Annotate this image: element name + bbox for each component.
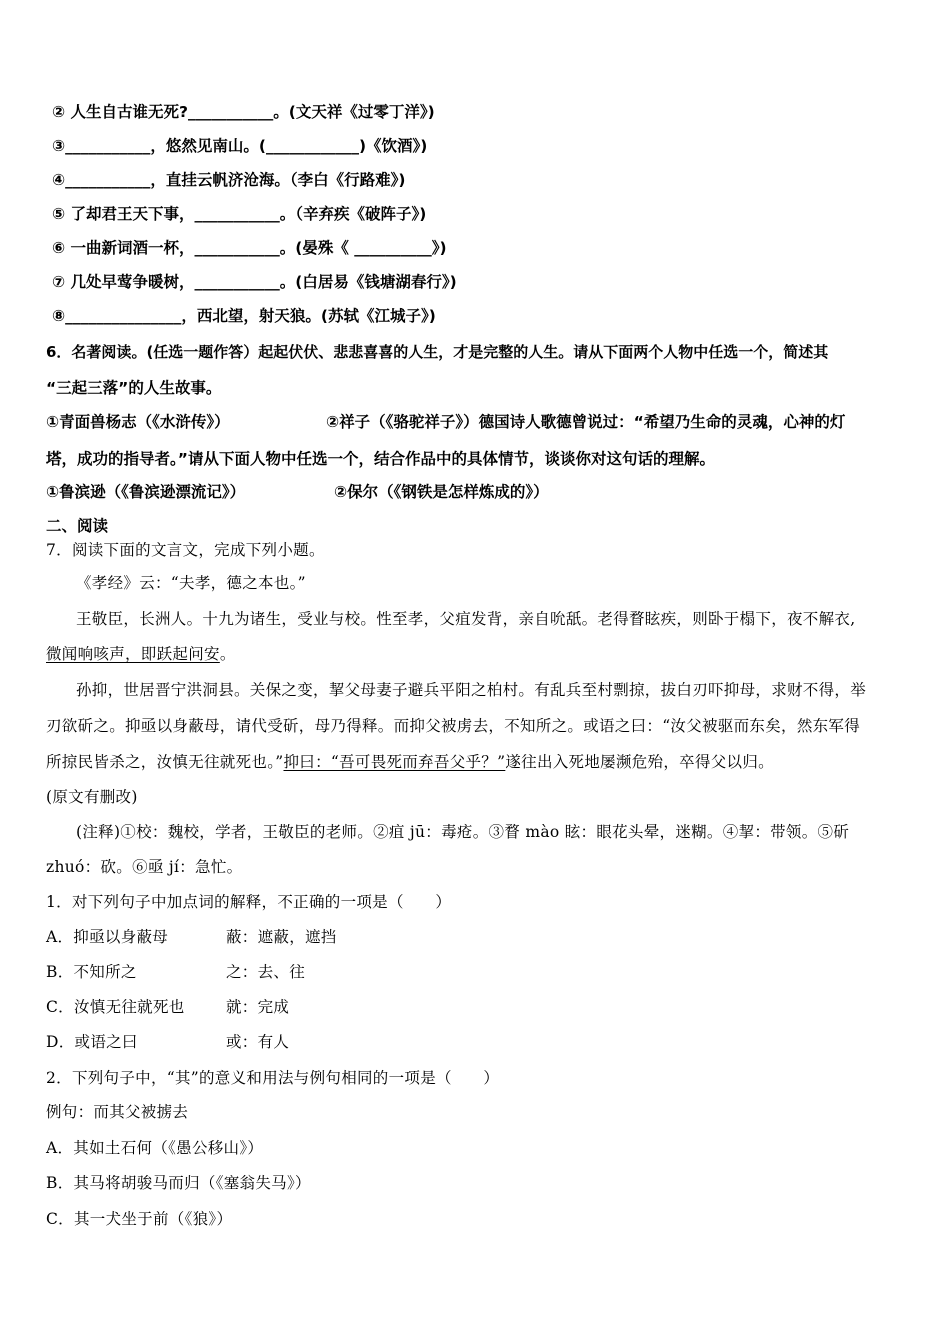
q7-p1-line1: 王敬臣，长洲人。十九为诸生，受业与校。性至孝，父疽发背，亲自吮舐。老得瞀眩疾，则卧于榻下，夜不解衣, (76, 610, 856, 628)
q6-line-2: “三起三落”的人生故事。 (46, 379, 222, 397)
q7-p1-underlined: 微闻响咳声，即跃起问安 (46, 645, 220, 663)
option-text: 其马将胡骏马而归（《塞翁失马》） (73, 1174, 311, 1192)
q7-intro: 7．阅读下面的文言文，完成下列小题。 (46, 541, 325, 559)
sub1-option-a-gloss: 蔽：遮蔽，遮挡 (226, 928, 337, 946)
option-label: B． (46, 1174, 74, 1192)
sub1-option-a[interactable] (46, 926, 168, 948)
fill-in-line-4: ④___________，直挂云帆济沧海。（李白《行路难》) (52, 171, 406, 189)
q6-line-4: 塔，成功的指导者。”请从下面人物中任选一个，结合作品中的具体情节，谈谈你对这句话的理解。 (46, 450, 715, 468)
q7-p2-line3c: 遂往出入死地屡濒危殆，卒得父以归。 (505, 753, 774, 771)
q7-p2-line2: 刃欲斫之。抑亟以身蔽母，请代受斫，母乃得释。而抑父被虏去，不知所之。或语之曰：“汝父被驱而东矣，然东军得 (46, 717, 861, 735)
q7-source: (原文有删改) (46, 788, 138, 806)
fill-in-line-8: ⑧_______________，西北望，射天狼。(苏轼《江城子》) (52, 307, 436, 325)
q6-line-1: 6．名著阅读。(任选一题作答）起起伏伏、悲悲喜喜的人生，才是完整的人生。请从下面两个人物中任选一个，简述其 (46, 343, 829, 361)
option-text: 其一犬坐于前（《狼》） (73, 1210, 233, 1228)
q7-p2-line3 (46, 751, 774, 773)
q7-quote: 《孝经》云：“夫孝，德之本也。” (76, 574, 306, 592)
sub1-option-c[interactable] (46, 996, 185, 1018)
q6-line-3b: ②祥子（《骆驼祥子》）德国诗人歌德曾说过：“希望乃生命的灵魂，心神的灯 (326, 413, 846, 431)
option-text: 或语之曰 (74, 1033, 138, 1051)
option-text: 抑亟以身蔽母 (73, 928, 169, 946)
sub1-option-d-gloss: 或：有人 (226, 1033, 290, 1051)
option-text: 不知所之 (73, 963, 137, 981)
option-label: C． (46, 1210, 74, 1228)
q7-p2-line3a: 所掠民皆杀之，汝慎无往就死也。” (46, 753, 284, 771)
fill-in-line-6: ⑥ 一曲新词酒一杯，___________。(晏殊《 __________》) (52, 239, 447, 257)
option-text: 汝慎无往就死也 (73, 998, 185, 1016)
q7-notes-line2: zhuó：砍。⑥亟 jí：急忙。 (46, 858, 243, 876)
option-label: A． (46, 1139, 74, 1157)
q7-p1-line2 (46, 643, 236, 665)
q7-p2-line1: 孙抑，世居晋宁洪洞县。关保之变，挈父母妻子避兵平阳之柏村。有乱兵至村剽掠，拔白刃吓抑母，求财不得，举 (76, 681, 867, 699)
sub1-option-d[interactable] (46, 1031, 138, 1053)
sub1-stem: 1．对下列句子中加点词的解释，不正确的一项是（ ） (46, 893, 452, 911)
sub2-option-a[interactable] (46, 1137, 263, 1159)
sub1-option-b-gloss: 之：去、往 (226, 963, 306, 981)
q7-p1-end: 。 (219, 645, 236, 663)
option-label: D． (46, 1033, 75, 1051)
sub1-option-b[interactable] (46, 961, 137, 983)
option-text: 其如土石何（《愚公移山》） (73, 1139, 264, 1157)
q7-notes-line1: (注释)①校：魏校，学者，王敬臣的老师。②疽 jū：毒疮。③瞀 mào 眩：眼花头晕，迷糊。④挈：带领。⑤斫 (76, 823, 850, 841)
section-heading-reading: 二、阅读 (46, 517, 109, 535)
sub2-option-c[interactable] (46, 1208, 232, 1230)
fill-in-line-5: ⑤ 了却君王天下事，___________。（辛弃疾《破阵子》) (52, 205, 427, 223)
q6-line-5a: ①鲁滨逊（《鲁滨逊漂流记》） (46, 483, 246, 501)
option-label: A． (46, 928, 74, 946)
sub2-stem: 2．下列句子中，“其”的意义和用法与例句相同的一项是（ ） (46, 1069, 500, 1087)
option-label: C． (46, 998, 74, 1016)
q6-line-3a: ①青面兽杨志（《水浒传》） (46, 413, 230, 431)
q7-p2-underlined: 抑曰：“吾可畏死而弃吾父乎？” (283, 753, 506, 771)
fill-in-line-2: ② 人生自古谁无死?___________。(文天祥《过零丁洋》) (52, 103, 435, 121)
sub2-option-b[interactable] (46, 1172, 311, 1194)
fill-in-line-7: ⑦ 几处早莺争暖树，___________。(白居易《钱塘湖春行》) (52, 273, 457, 291)
option-label: B． (46, 963, 74, 981)
sub1-option-c-gloss: 就：完成 (226, 998, 290, 1016)
fill-in-line-3: ③___________，悠然见南山。(____________)《饮酒》) (52, 137, 428, 155)
q6-line-5b: ②保尔（《钢铁是怎样炼成的》） (334, 483, 549, 501)
sub2-example: 例句：而其父被掳去 (46, 1103, 189, 1121)
